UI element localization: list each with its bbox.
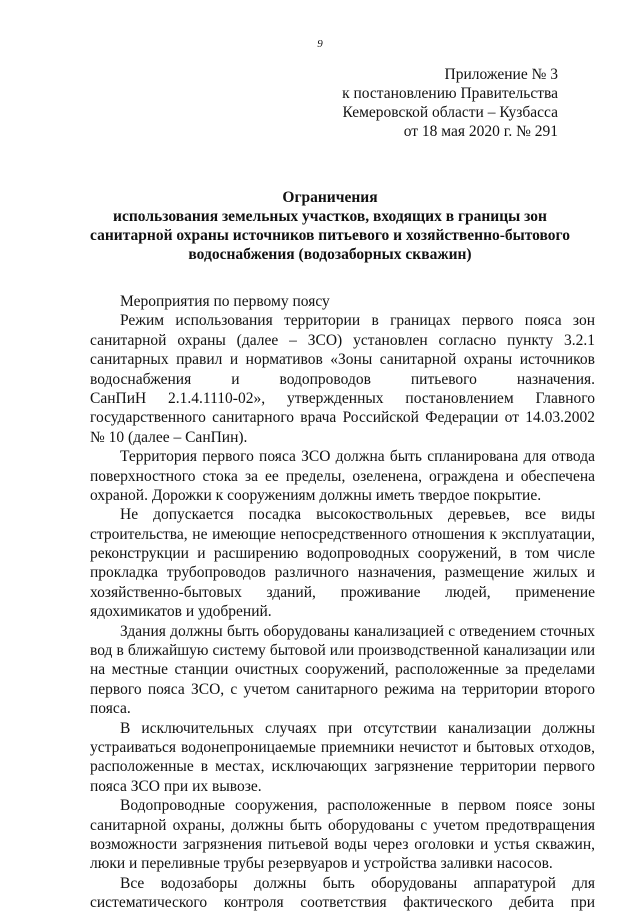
body-line: хозяйственно-бытовых зданий, проживание людей, применение — [90, 583, 595, 601]
body-line: прокладка трубопроводов различного назначения, размещение жилых и — [90, 564, 595, 582]
body-line: Все водозаборы должны быть оборудованы аппаратурой для — [120, 874, 595, 892]
appendix-line: Кемеровской области – Кузбасса — [342, 104, 558, 121]
body-line: Территория первого пояса ЗСО должна быть спланирована для отвода — [120, 448, 595, 466]
body-line: санитарной охраны, должны быть оборудованы с учетом предотвращения — [90, 816, 595, 834]
body-line: вод в ближайшую систему бытовой или производственной канализации или — [90, 642, 595, 660]
appendix-line: Приложение № 3 — [444, 66, 558, 83]
body-line: поверхностного стока за ее пределы, озеленена, ограждена и обеспечена — [90, 467, 595, 485]
body-line: Не допускается посадка высокоствольных деревьев, все виды — [120, 506, 595, 524]
body-line: устраиваться водонепроницаемые приемники нечистот и бытовых отходов, — [90, 738, 595, 756]
body-line: В исключительных случаях при отсутствии канализации должны — [120, 719, 595, 737]
body-line: Режим использования территории в границах первого пояса зон — [120, 312, 595, 330]
body-line: Водопроводные сооружения, расположенные в первом поясе зоны — [120, 797, 595, 815]
body-line: систематического контроля соответствия фактического дебита при — [90, 894, 595, 912]
body-line: пояса. — [90, 700, 131, 718]
section-heading: Мероприятия по первому поясу — [120, 293, 330, 310]
body-line: Здания должны быть оборудованы канализацией с отведением сточных — [120, 622, 595, 640]
body-line: реконструкции и расширению водопроводных сооружений, в том числе — [90, 545, 595, 563]
document-title — [90, 188, 570, 264]
body-line: санитарной охраны (далее – ЗСО) установлен согласно пункту 3.2.1 — [90, 331, 595, 349]
body-line: пояса ЗСО при их вывозе. — [90, 777, 262, 795]
body-line: возможности загрязнения питьевой воды через оголовки и устья скважин, — [90, 835, 595, 853]
body-line: расположенные в местах, исключающих загрязнение территории первого — [90, 758, 595, 776]
body-line: ядохимикатов и удобрений. — [90, 603, 272, 621]
body-line: первого пояса ЗСО, с учетом санитарного режима на территории второго — [90, 680, 595, 698]
body-line: охраной. Дорожки к сооружениям должны иметь твердое покрытие. — [90, 486, 542, 504]
body-line: санитарных правил и нормативов «Зоны санитарной охраны источников — [90, 351, 595, 369]
body-line: на местные станции очистных сооружений, расположенные за пределами — [90, 661, 595, 679]
body-line: № 10 (далее – СанПин). — [90, 428, 248, 446]
appendix-line: от 18 мая 2020 г. № 291 — [403, 123, 558, 140]
body-line: СанПиН 2.1.4.1110-02», утвержденных постановлением Главного — [90, 389, 595, 407]
title-line: водоснабжения (водозаборных скважин) — [188, 246, 472, 263]
appendix-header — [258, 65, 558, 141]
body-line: государственного санитарного врача Российской Федерации от 14.03.2002 — [90, 409, 595, 427]
document-body — [90, 292, 595, 913]
page-number: 9 — [317, 38, 323, 50]
title-line: Ограничения — [282, 189, 378, 206]
body-line: люки и переливные трубы резервуаров и устройства заливки насосов. — [90, 855, 553, 873]
title-line: санитарной охраны источников питьевого и хозяйственно-бытового — [90, 227, 570, 244]
title-line: использования земельных участков, входящих в границы зон — [113, 208, 547, 225]
appendix-line: к постановлению Правительства — [342, 85, 558, 102]
body-line: строительства, не имеющие непосредственного отношения к эксплуатации, — [90, 525, 595, 543]
body-line: водоснабжения и водопроводов питьевого назначения. — [90, 370, 595, 388]
